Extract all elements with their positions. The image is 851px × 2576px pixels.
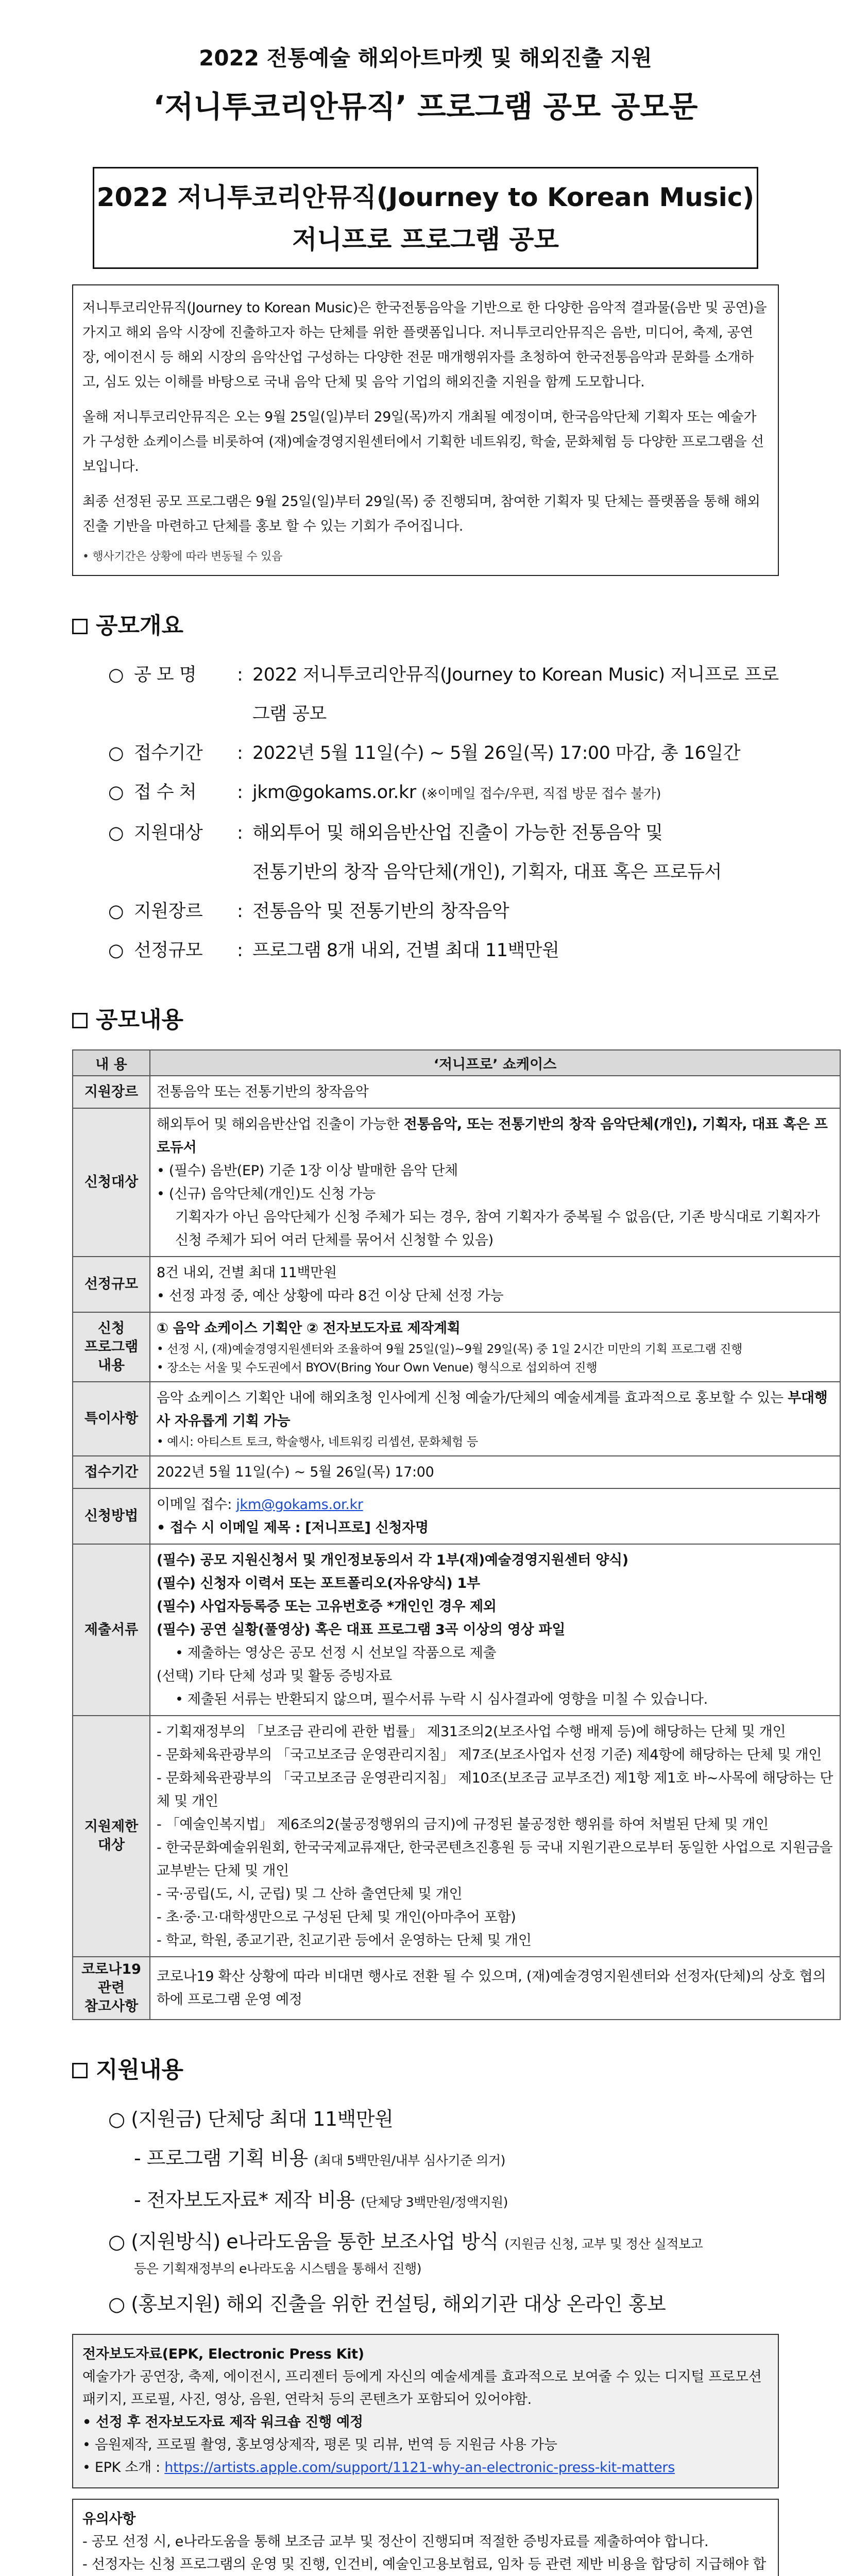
overview-label: 접 수 처 (134, 782, 197, 803)
intro-paragraph-1: 저니투코리안뮤직(Journey to Korean Music)은 한국전통음악을 기반으로 한 다양한 음악적 결과물(음반 및 공연)을 가지고 해외 음악 시장에 진출하고자 하는 단체를 위한 플랫폼입니다. 저니투코리안뮤직은 음반, 미디어, 축제, 공연장, 에이전시 등 해외 시장의 음악산업 구성하는 다양한 전문 매개행위자를 초청하여 한국전통음악과 문화를 소개하고, 심도 있는 이해를 바탕으로 국내 음악 단체 및 음악 기업의 해외진출 지원을 함께 도모합니다. (82, 300, 767, 390)
circle-bullet-icon: ○ (108, 940, 124, 961)
overview-label: 접수기간 (134, 743, 203, 764)
overview-row: ○ 지원대상 : 해외투어 및 해외음반산업 진출이 가능한 전통음악 및 전통기반의 창작 음악단체(개인), 기획자, 대표 혹은 프로듀서 (108, 814, 779, 892)
table-row: 특이사항 음악 쇼케이스 기획안 내에 해외초청 인사에게 신청 예술가/단체의 예술세계를 효과적으로 홍보할 수 있는 부대행사 자유롭게 기획 가능 • 예시: 아티스트 토크, 학술행사, 네트워킹 리셉션, 문화체험 등 (73, 1382, 840, 1456)
table-row: 신청 프로그램 내용 ① 음악 쇼케이스 기획안 ② 전자보도자료 제작계획 • 선정 시, (재)예술경영지원센터와 조율하여 9월 25일(일)~9월 29일(목) 중 1일 2시간 미만의 기획 프로그램 진행 • 장소는 서울 및 수도권에서 BYOV(Bring Your Own Venue) 형식으로 섭외하여 진행 (73, 1312, 840, 1382)
header-subtitle: 2022 전통예술 해외아트마켓 및 해외진출 지원 (199, 45, 652, 71)
caution-title: 유의사항 (82, 2511, 136, 2527)
square-bullet-icon (72, 2063, 88, 2078)
circle-bullet-icon: ○ (108, 743, 124, 764)
intro-box (72, 284, 779, 576)
covid-value: 코로나19 확산 상황에 따라 비대면 행사로 전환 될 수 있으며, (재)예술경영지원센터와 선정자(단체)의 상호 협의 하에 프로그램 운영 예정 (150, 1957, 840, 2020)
circle-bullet-icon: ○ (108, 782, 124, 803)
overview-label: 지원대상 (134, 823, 203, 843)
overview-email-link[interactable]: jkm@gokams.or.kr (252, 782, 416, 803)
table-row: 신청대상 해외투어 및 해외음반산업 진출이 가능한 전통음악, 또는 전통기반의 창작 음악단체(개인), 기획자, 대표 혹은 프로듀서 • (필수) 음반(EP) 기준 1장 이상 발매한 음악 단체 • (신규) 음악단체(개인)도 신청 가능 기획자가 아닌 음악단체가 신청 주체가 되는 경우, 참여 기획자가 중복될 수 없음(단, 기존 방식대로 기획자가 신청 주체가 되어 여러 단체를 묶어서 신청할 수 있음) (73, 1108, 840, 1257)
scale-key: 선정규모 (73, 1257, 150, 1312)
method-email-link[interactable]: jkm@gokams.or.kr (236, 1497, 363, 1513)
table-row: 선정규모 8건 내외, 건별 최대 11백만원 • 선정 과정 중, 예산 상황에 따라 8건 이상 단체 선정 가능 (73, 1257, 840, 1312)
overview-value: 2022년 5월 11일(수) ~ 5월 26일(목) 17:00 마감, 총 16일간 (252, 743, 741, 764)
section-overview-title: 공모개요 (96, 613, 184, 639)
overview-value: 2022 저니투코리안뮤직(Journey to Korean Music) 저니프로 프로그램 공모 (252, 665, 779, 724)
intro-note: • 행사기간은 상황에 따라 변동될 수 있음 (82, 550, 283, 563)
table-row: 제출서류 (필수) 공모 지원신청서 및 개인정보동의서 각 1부(재)예술경영지원센터 양식) (필수) 신청자 이력서 또는 포트폴리오(자유양식) 1부 (필수) 사업자등록증 또는 고유번호증 *개인인 경우 제외 (필수) 공연 실황(풀영상) 혹은 대표 프로그램 3곡 이상의 영상 파일 • 제출하는 영상은 공모 선정 시 선보일 작품으로 제출 (선택) 기타 단체 성과 및 활동 증빙자료 • 제출된 서류는 반환되지 않으며, 필수서류 누락 시 심사결과에 영향을 미칠 수 있습니다. (73, 1544, 840, 1716)
circle-bullet-icon: ○ (108, 901, 124, 922)
title-box (93, 167, 758, 269)
overview-label: 공 모 명 (134, 665, 197, 685)
title-line2: 저니프로 프로그램 공모 (292, 225, 559, 255)
overview-value: 프로그램 8개 내외, 건별 최대 11백만원 (252, 940, 559, 961)
method-key: 신청방법 (73, 1488, 150, 1544)
table-row (73, 1456, 840, 1488)
table-row: 지원제한 대상 - 기획재정부의 「보조금 관리에 관한 법률」 제31조의2(보조사업 수행 배제 등)에 해당하는 단체 및 개인 - 문화체육관광부의 「국고보조금 운영관리지침」 제7조(보조사업자 선정 기준) 제4항에 해당하는 단체 및 개인 - 문화체육관광부의 「국고보조금 운영관리지침」 제10조(보조금 교부조건) 제1항 제1호 바~사목에 해당하는 단체 및 개인 - 「예술인복지법」 제6조의2(불공정행위의 금지)에 규정된 불공정한 행위를 하여 처벌된 단체 및 개인 - 한국문화예술위원회, 한국국제교류재단, 한국콘텐츠진흥원 등 국내 지원기관으로부터 동일한 사업으로 지원금을 교부받는 단체 및 개인 - 국·공립(도, 시, 군립) 및 그 산하 출연단체 및 개인 - 초·중·고·대학생만으로 구성된 단체 및 개인(아마추어 포함) - 학교, 학원, 종교기관, 친교기관 등에서 운영하는 단체 및 개인 (73, 1716, 840, 1957)
title-line1: 2022 저니투코리안뮤직(Journey to Korean Music) (96, 182, 755, 212)
overview-row: ○ 접수기간 : 2022년 5월 11일(수) ~ 5월 26일(목) 17:00 마감, 총 16일간 (108, 734, 779, 773)
section-overview (72, 607, 779, 640)
square-bullet-icon (72, 1013, 88, 1028)
contents-head-left: 내 용 (73, 1050, 150, 1076)
overview-list (108, 655, 779, 970)
contents-table (72, 1049, 841, 2020)
overview-value: 해외투어 및 해외음반산업 진출이 가능한 전통음악 및 (252, 823, 663, 843)
square-bullet-icon (72, 619, 88, 634)
circle-bullet-icon: ○ (108, 665, 124, 685)
section-support (72, 2051, 779, 2084)
overview-row: ○ 공 모 명 : 2022 저니투코리안뮤직(Journey to Korean Music) 저니프로 프로그램 공모 (108, 655, 779, 734)
overview-row: ○ 지원장르 : 전통음악 및 전통기반의 창작음악 (108, 892, 779, 931)
epk-box: 전자보도자료(EPK, Electronic Press Kit) 예술가가 공연장, 축제, 에이전시, 프리젠터 등에게 자신의 예술세계를 효과적으로 보여줄 수 있는 디지털 프로모션 패키지, 프로필, 사진, 영상, 음원, 연락처 등의 콘텐츠가 포함되어 있어야함. • 선정 후 전자보도자료 제작 워크숍 진행 예정 • 음원제작, 프로필 촬영, 홍보영상제작, 평론 및 리뷰, 번역 등 지원금 사용 가능 • EPK 소개 : https://artists.apple.com/support/1121-why-an-electronic-press-kit-matters (72, 2334, 779, 2488)
epk-title: 전자보도자료(EPK, Electronic Press Kit) (82, 2346, 364, 2362)
contents-head-right: ‘저니프로’ 쇼케이스 (150, 1050, 840, 1076)
intro-paragraph-2: 올해 저니투코리안뮤직은 오는 9월 25일(일)부터 29일(목)까지 개최될 예정이며, 한국음악단체 기획자 또는 예술가가 구성한 쇼케이스를 비롯하여 (재)예술경영지원센터에서 기획한 네트워킹, 학술, 문화체험 등 다양한 프로그램을 선보입니다. (82, 409, 764, 474)
table-row: 코로나19 관련 참고사항 코로나19 확산 상황에 따라 비대면 행사로 전환 될 수 있으며, (재)예술경영지원센터와 선정자(단체)의 상호 협의 하에 프로그램 운영 예정 (73, 1957, 840, 2020)
support-list: ○ (지원금) 단체당 최대 11백만원 - 프로그램 기획 비용 (최대 5백만원/내부 심사기준 의거) - 전자보도자료* 제작 비용 (단체당 3백만원/정액지원) ○ (지원방식) e나라도움을 통한 보조사업 방식 (지원금 신청, 교부 및 정산 실적보고 등은 기획재정부의 e나라도움 시스템을 통해서 진행) ○ (홍보지원) 해외 진출을 위한 컨설팅, 해외기관 대상 온라인 홍보 (108, 2108, 703, 2315)
overview-value: 전통음악 및 전통기반의 창작음악 (252, 901, 509, 922)
table-row (73, 1076, 840, 1108)
caution-box: 유의사항 - 공모 선정 시, e나라도움을 통해 보조금 교부 및 정산이 진행되며 적절한 증빙자료를 제출하여야 합니다. - 선정자는 신청 프로그램의 운영 및 진행, 인건비, 예술인고용보험료, 임차 등 관련 제반 비용을 합당히 지급해야 합 (72, 2499, 779, 2576)
table-row: 신청방법 이메일 접수: jkm@gokams.or.kr • 접수 시 이메일 제목 : [저니프로] 신청자명 (73, 1488, 840, 1544)
header-title: ‘저니투코리안뮤직’ 프로그램 공모 공모문 (153, 89, 698, 124)
section-support-title: 지원내용 (96, 2057, 184, 2083)
target-key: 신청대상 (73, 1108, 150, 1257)
section-contents (72, 1001, 779, 1034)
circle-bullet-icon: ○ (108, 823, 124, 843)
docs-key: 제출서류 (73, 1544, 150, 1716)
section-contents-title: 공모내용 (96, 1007, 184, 1033)
period-key: 접수기간 (73, 1456, 150, 1488)
overview-note: (※이메일 접수/우편, 직접 방문 접수 불가) (421, 786, 661, 802)
overview-row: ○ 선정규모 : 프로그램 8개 내외, 건별 최대 11백만원 (108, 931, 779, 970)
overview-label: 지원장르 (134, 901, 203, 922)
genre-key: 지원장르 (73, 1076, 150, 1108)
intro-paragraph-3: 최종 선정된 공모 프로그램은 9월 25일(일)부터 29일(목) 중 진행되며, 참여한 기획자 및 단체는 플랫폼을 통해 해외진출 기반을 마련하고 단체를 홍보 할 수 있는 기회가 주어집니다. (82, 494, 760, 534)
special-key: 특이사항 (73, 1382, 150, 1456)
epk-link[interactable]: https://artists.apple.com/support/1121-why-an-electronic-press-kit-matters (164, 2460, 675, 2476)
period-value: 2022년 5월 11일(수) ~ 5월 26일(목) 17:00 (150, 1456, 840, 1488)
overview-row: ○ 접 수 처 : jkm@gokams.or.kr (※이메일 접수/우편, 직접 방문 접수 불가) (108, 773, 779, 814)
overview-value-2: 전통기반의 창작 음악단체(개인), 기획자, 대표 혹은 프로듀서 (252, 862, 722, 883)
genre-value: 전통음악 또는 전통기반의 창작음악 (150, 1076, 840, 1108)
overview-label: 선정규모 (134, 940, 203, 961)
